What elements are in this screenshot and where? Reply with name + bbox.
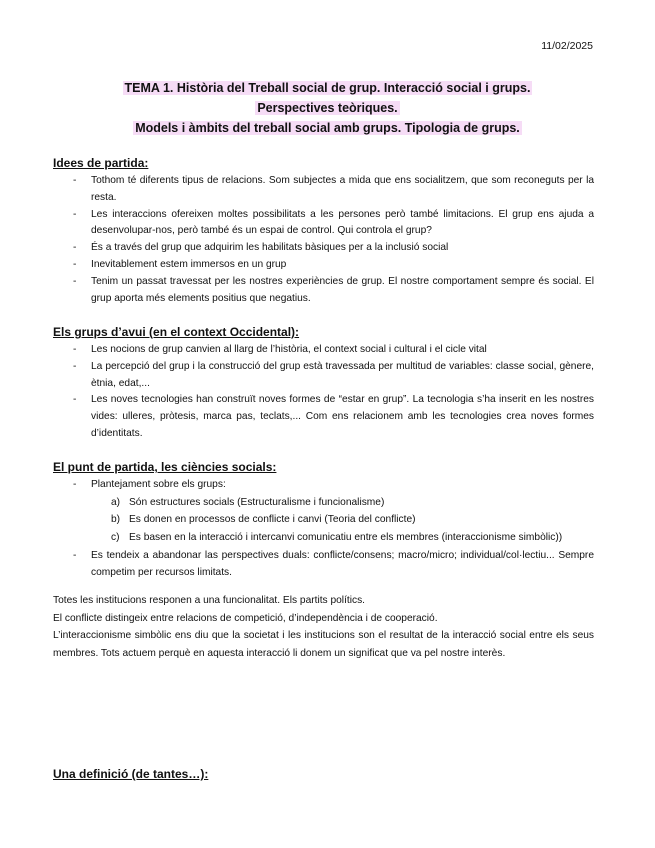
list-item: - Inevitablement estem immersos en un grup <box>53 257 594 274</box>
document-title <box>0 78 655 138</box>
list-item <box>53 477 594 494</box>
list-item: - És a través del grup que adquirim les habilitats bàsiques per a la inclusió social <box>53 240 594 257</box>
title-line-2: Perspectives teòriques. <box>257 101 398 115</box>
sublist-marker: c) <box>111 531 120 543</box>
section-heading-groups-today: Els grups d’avui (en el context Occidental): <box>53 325 300 339</box>
section-heading-definition: Una definició (de tantes…): <box>53 767 209 781</box>
section-ideas <box>53 155 594 307</box>
list-item: - Les nocions de grup canvien al llarg de l’història, el context social i cultural i el cicle vital <box>53 342 594 359</box>
paragraph: El conflicte distingeix entre relacions de competició, d’independència i de cooperació. <box>53 612 438 624</box>
groups-today-list <box>53 342 594 443</box>
section-social-sciences <box>53 459 594 582</box>
list-item: - Tothom té diferents tipus de relacions. Som subjectes a mida que ens socialitzem, que som reconeguts per la resta. <box>53 173 594 207</box>
paragraph: Totes les institucions responen a una funcionalitat. Els partits polítics. <box>53 595 366 606</box>
sublist-item <box>53 511 594 529</box>
section-groups-today <box>53 324 594 443</box>
social-sciences-list <box>53 477 594 494</box>
sublist-item <box>53 529 594 547</box>
social-sciences-list-continued <box>53 548 594 582</box>
list-item: - La percepció del grup i la construcció del grup està travessada per multitud de variables: classe social, gènere, ètnia, edat,... <box>53 359 594 393</box>
list-item: - Tenim un passat travessat per les nostres experiències de grup. El nostre comportament sempre és social. El grup aporta més elements positius que negatius. <box>53 274 594 308</box>
sublist-item <box>53 494 594 512</box>
paragraph: L’interaccionisme simbòlic ens diu que la societat i les institucions son el resultat de la interacció social entre els seus membres. Tots actuem perquè en aquesta interacció li donem un significat que va pel nostre interès. <box>53 630 594 659</box>
sublist-text: Es basen en la interacció i intercanvi comunicatiu entre els membres (interaccionisme simbòlic)) <box>129 531 563 543</box>
section-definition <box>53 766 594 782</box>
body-paragraphs <box>53 592 594 662</box>
sublist-text: Són estructures socials (Estructuralisme i funcionalisme) <box>129 496 385 508</box>
list-item: - Es tendeix a abandonar las perspectives duals: conflicte/consens; macro/micro; individual/col·lectiu... Sempre competim per recursos limitats. <box>53 548 594 582</box>
list-item-intro: Plantejament sobre els grups: <box>91 479 226 490</box>
title-line-1: TEMA 1. Història del Treball social de grup. Interacció social i grups. <box>124 81 531 95</box>
section-heading-social-sciences: El punt de partida, les ciències socials: <box>53 460 277 474</box>
sublist-text: Es donen en processos de conflicte i canvi (Teoria del conflicte) <box>129 514 416 526</box>
approaches-sublist <box>53 494 594 547</box>
list-item: - Les noves tecnologies han construït noves formes de “estar en grup”. La tecnologia s’ha inserit en les nostres vides: ulleres, pròtesis, marca pas, teclats,... Com ens relacionem amb les tecnologies crea noves formes d’identitats. <box>53 392 594 442</box>
document-date: 11/02/2025 <box>541 40 593 52</box>
list-item: - Les interaccions ofereixen moltes possibilitats a les persones però també limitacions. El grup ens ajuda a desenvolupar-nos, però també és un espai de control. Qui controla el grup? <box>53 207 594 241</box>
ideas-list <box>53 173 594 307</box>
sublist-marker: a) <box>111 496 121 508</box>
title-line-3: Models i àmbits del treball social amb grups. Tipologia de grups. <box>135 121 520 135</box>
sublist-marker: b) <box>111 514 121 526</box>
section-heading-ideas: Idees de partida: <box>53 156 149 170</box>
